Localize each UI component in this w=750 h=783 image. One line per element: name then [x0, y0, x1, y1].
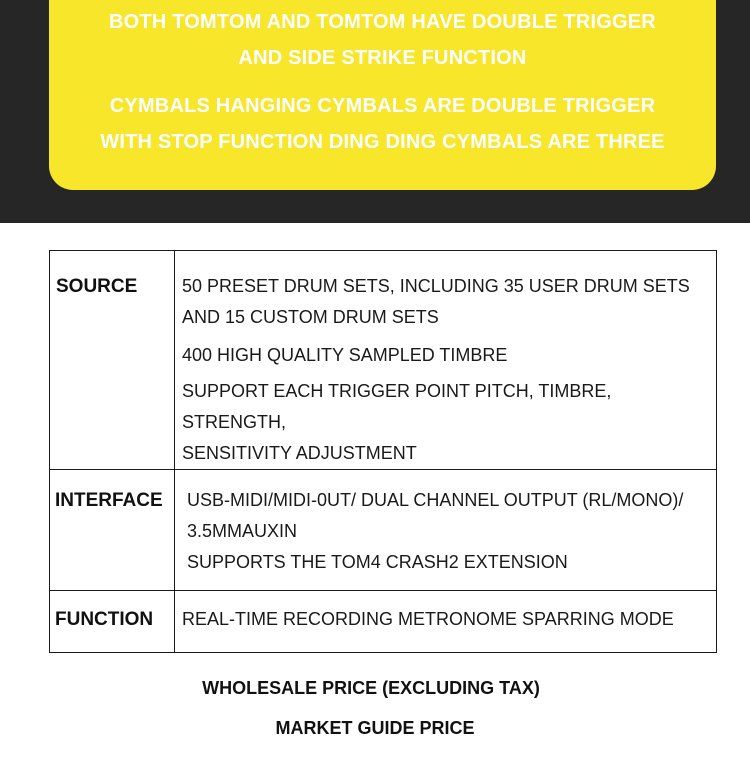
banner-line: AND SIDE STRIKE FUNCTION — [238, 47, 527, 69]
market-guide-price-label: MARKET GUIDE PRICE — [275, 718, 475, 738]
source-line: SENSITIVITY ADJUSTMENT — [182, 443, 417, 463]
function-line: REAL-TIME RECORDING METRONOME SPARRING MODE — [182, 609, 674, 629]
banner-line: BOTH TOMTOM AND TOMTOM HAVE DOUBLE TRIGGER — [109, 11, 656, 33]
function-label: FUNCTION — [55, 609, 154, 630]
source-line: SUPPORT EACH TRIGGER POINT PITCH, TIMBRE, STRENGTH, — [182, 381, 612, 432]
source-label: SOURCE — [56, 276, 138, 297]
source-line: AND 15 CUSTOM DRUM SETS — [182, 307, 439, 327]
interface-line: USB-MIDI/MIDI-0UT/ DUAL CHANNEL OUTPUT (RL/MONO)/ — [187, 490, 684, 510]
row-label-cell — [50, 251, 175, 470]
row-label-cell — [50, 591, 175, 653]
source-line: 400 HIGH QUALITY SAMPLED TIMBRE — [182, 345, 508, 365]
row-value-cell — [175, 251, 717, 470]
row-value-cell — [175, 591, 717, 653]
table-row-source — [50, 251, 717, 470]
table-row-interface — [50, 470, 717, 591]
banner-line: CYMBALS HANGING CYMBALS ARE DOUBLE TRIGGER — [109, 95, 656, 117]
banner-line: WITH STOP FUNCTION DING DING CYMBALS ARE THREE — [100, 131, 665, 153]
wholesale-price-label: WHOLESALE PRICE (EXCLUDING TAX) — [202, 678, 540, 698]
row-value-cell — [175, 470, 717, 591]
row-label-cell — [50, 470, 175, 591]
spec-table — [49, 250, 717, 653]
interface-label: INTERFACE — [55, 490, 163, 511]
source-line: 50 PRESET DRUM SETS, INCLUDING 35 USER DRUM SETS — [182, 276, 690, 296]
top-dark-band — [0, 0, 750, 223]
table-row-function — [50, 591, 717, 653]
interface-line: SUPPORTS THE TOM4 CRASH2 EXTENSION — [187, 552, 568, 572]
interface-line: 3.5MMAUXIN — [187, 521, 298, 541]
feature-banner — [49, 0, 716, 190]
